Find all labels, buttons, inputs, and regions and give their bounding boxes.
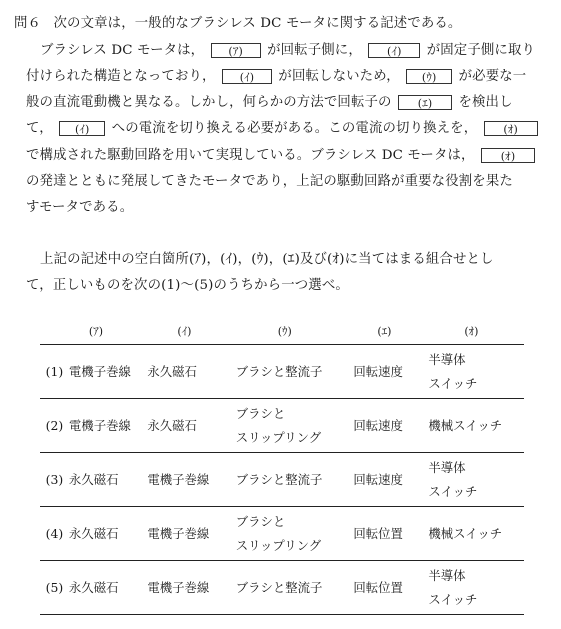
table-row[interactable] (40, 345, 524, 399)
table-row[interactable] (40, 453, 524, 507)
header-u: (ｳ) (277, 325, 292, 338)
cell-a: 電機子巻線 (68, 417, 131, 433)
cell-u (236, 507, 354, 561)
blank-a: (ｱ) (211, 43, 261, 58)
passage-line-2 (26, 68, 526, 85)
cell-a: 電機子巻線 (68, 363, 131, 379)
cell-o-line1: 半導体 (428, 351, 466, 367)
passage-text: て， (26, 121, 53, 136)
cell-o-line1: 機械スイッチ (428, 417, 503, 433)
cell-a: 永久磁石 (68, 525, 119, 541)
passage-text: で構成された駆動回路を用いて実現している。ブラシレス DC モータは， (26, 148, 475, 163)
answer-table (40, 318, 524, 615)
cell-i: 電機子巻線 (147, 579, 210, 595)
blank-i: (ｲ) (368, 43, 420, 58)
cell-u-line2: スリップリング (235, 537, 322, 553)
cell-u-line1: ブラシと (235, 405, 286, 421)
passage-line-1 (40, 42, 535, 59)
passage-text: 般の直流電動機と異なる。しかし，何らかの方法で回転子の (26, 95, 392, 110)
passage-line-5 (26, 147, 537, 164)
cell-o-line2: スイッチ (428, 375, 478, 391)
cell-a: 永久磁石 (68, 579, 119, 595)
table-row[interactable] (40, 399, 524, 453)
blank-i: (ｲ) (59, 121, 105, 136)
passage-text: が固定子側に取り (426, 43, 536, 58)
blank-e: (ｴ) (398, 95, 452, 110)
cell-o (428, 399, 524, 453)
cell-u (236, 345, 354, 399)
header-i: (ｲ) (177, 325, 192, 338)
cell-u (236, 561, 354, 615)
cell-e: 回転速度 (353, 417, 403, 433)
instruction-line-2: て，正しいものを次の(1)～(5)のうちから一つ選べ。 (26, 278, 349, 293)
cell-u-line1: ブラシと整流子 (235, 579, 323, 595)
blank-o: (ｵ) (481, 148, 535, 163)
cell-e: 回転速度 (353, 363, 403, 379)
blank-o: (ｵ) (484, 121, 538, 136)
question-intro: 次の文章は，一般的なブラシレス DC モータに関する記述である。 (53, 16, 462, 31)
cell-o-line1: 機械スイッチ (428, 525, 503, 541)
cell-e: 回転位置 (353, 525, 403, 541)
cell-o-line1: 半導体 (428, 459, 466, 475)
cell-o (428, 561, 524, 615)
passage-text: が回転しないため， (278, 69, 400, 84)
passage-line-4 (26, 120, 540, 137)
passage-text: 付けられた構造となっており， (26, 69, 216, 84)
blank-i: (ｲ) (222, 69, 272, 84)
cell-o-line1: 半導体 (428, 567, 466, 583)
passage-text: が必要な一 (458, 69, 527, 84)
table-row[interactable] (40, 507, 524, 561)
passage-text: を検出し (458, 95, 513, 110)
cell-i: 永久磁石 (147, 417, 197, 433)
option-number: (1) (45, 363, 64, 379)
table-header-row (40, 318, 524, 345)
option-number: (3) (45, 471, 64, 487)
question-heading (14, 15, 461, 32)
option-number: (4) (45, 525, 64, 541)
cell-u-line1: ブラシと整流子 (235, 363, 323, 379)
question-number: 問６ (14, 16, 42, 31)
option-number: (5) (45, 579, 64, 595)
cell-i: 永久磁石 (147, 363, 197, 379)
cell-o (428, 507, 524, 561)
header-a: (ｱ) (88, 325, 104, 338)
cell-a: 永久磁石 (68, 471, 119, 487)
cell-u (236, 399, 354, 453)
cell-o-line2: スイッチ (428, 483, 478, 499)
option-number: (2) (45, 417, 64, 433)
table-row[interactable] (40, 561, 524, 615)
passage-line-7: すモータである。 (26, 200, 134, 215)
cell-u (236, 453, 354, 507)
passage-text: が回転子側に， (267, 43, 362, 58)
cell-i: 電機子巻線 (147, 471, 210, 487)
instruction-line-1: 上記の記述中の空白箇所(ｱ)，(ｲ)，(ｳ)，(ｴ)及び(ｵ)に当てはまる組合せとし (40, 252, 494, 267)
cell-u-line1: ブラシと (235, 513, 286, 529)
header-o: (ｵ) (464, 325, 479, 338)
passage-text: への電流を切り換える必要がある。この電流の切り換えを， (111, 121, 478, 136)
header-num (40, 318, 69, 345)
passage-line-3 (26, 94, 513, 111)
passage-line-6: の発達とともに発展してきたモータであり，上記の駆動回路が重要な役割を果た (26, 174, 513, 189)
passage-text: ブラシレス DC モータは， (40, 43, 205, 58)
cell-u-line2: スリップリング (235, 429, 322, 445)
cell-i: 電機子巻線 (147, 525, 210, 541)
header-e: (ｴ) (377, 325, 392, 338)
cell-o-line2: スイッチ (428, 591, 478, 607)
cell-u-line1: ブラシと整流子 (235, 471, 323, 487)
cell-o (428, 453, 524, 507)
cell-e: 回転速度 (353, 471, 403, 487)
cell-o (428, 345, 524, 399)
cell-e: 回転位置 (353, 579, 403, 595)
blank-u: (ｳ) (406, 69, 452, 84)
